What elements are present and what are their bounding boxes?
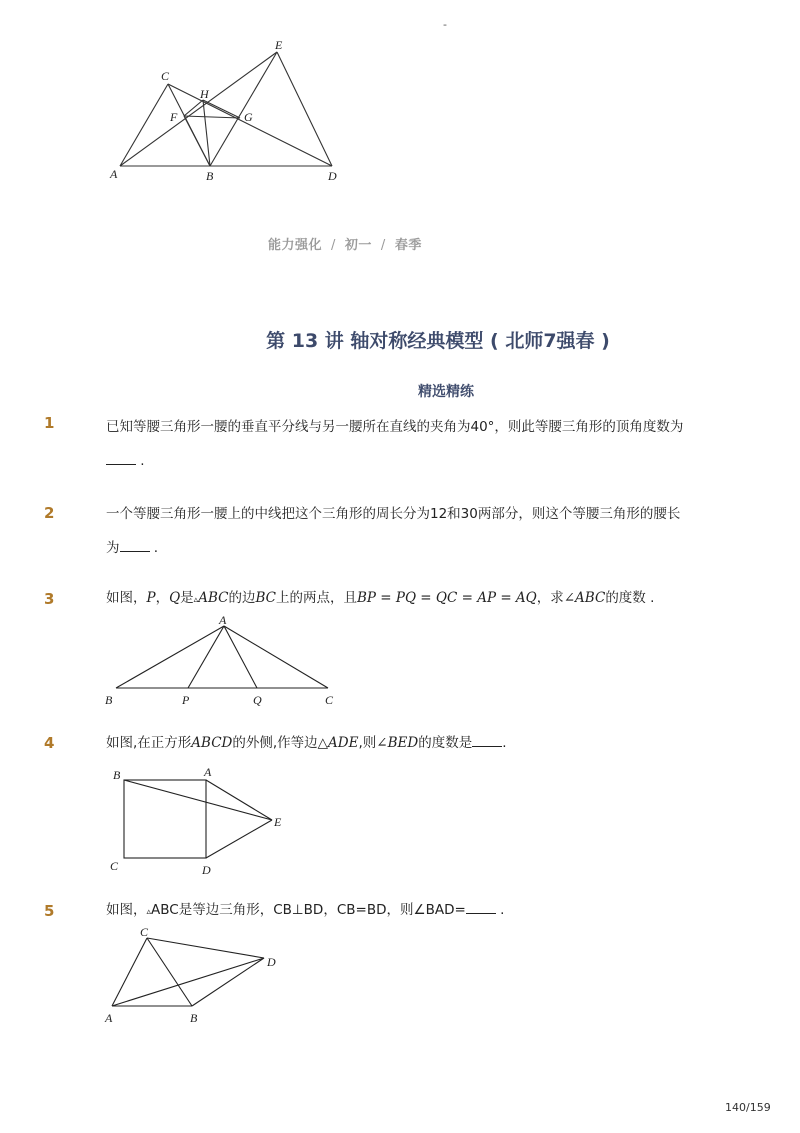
fig4-label-b: B: [113, 768, 121, 782]
section-title: 精选精练: [418, 384, 474, 400]
fig4-label-d: D: [202, 863, 211, 877]
question-2-text: [106, 497, 746, 565]
question-1-text: [106, 410, 746, 478]
fig4-label-a: A: [204, 765, 212, 779]
question-3-text: 如图，P，Q是▵ABC的边BC上的两点，且BP = PQ = QC = AP = AQ，求∠ABC的度数 .: [106, 590, 655, 606]
breadcrumb-separator: /: [331, 238, 336, 253]
breadcrumb: [268, 234, 422, 253]
breadcrumb-item: 春季: [394, 238, 422, 253]
fig4-label-c: C: [110, 859, 119, 873]
lesson-title: 第 13 讲 轴对称经典模型 ( 北师7强春 ): [266, 330, 610, 352]
fig3-label-b: B: [105, 693, 113, 707]
question-2-line2: 为 .: [106, 531, 746, 565]
fig-top-label-c: C: [161, 69, 170, 83]
fig5-label-c: C: [140, 925, 149, 939]
fig5-label-b: B: [190, 1011, 198, 1025]
question-number: 3: [44, 590, 55, 608]
figure-q4: [100, 760, 300, 880]
question-number: 5: [44, 902, 55, 920]
answer-blank: [472, 732, 502, 747]
fig3-label-q: Q: [253, 693, 262, 707]
fig-top-label-a: A: [110, 167, 118, 181]
breadcrumb-item: 初一: [344, 238, 372, 253]
fig5-label-a: A: [105, 1011, 113, 1025]
question-number: 4: [44, 734, 55, 752]
question-4-text: 如图,在正方形ABCD的外侧,作等边△ADE,则∠BED的度数是 .: [106, 726, 746, 760]
fig-top-label-g: G: [244, 110, 253, 124]
fig3-label-a: A: [219, 613, 227, 627]
figure-top: [100, 32, 360, 192]
fig-top-label-d: D: [328, 169, 337, 183]
question-number: 1: [44, 414, 55, 432]
fig3-label-p: P: [182, 693, 190, 707]
answer-blank: [106, 450, 136, 465]
header-dash: -: [443, 18, 447, 31]
question-1-line2: .: [106, 444, 746, 478]
question-number: 2: [44, 504, 55, 522]
question-5-text: 如图，▵ABC是等边三角形，CB⊥BD，CB=BD，则∠BAD= .: [106, 893, 746, 929]
fig-top-label-h: H: [200, 87, 209, 101]
fig-top-label-f: F: [170, 110, 178, 124]
figure-q3: [100, 612, 350, 712]
fig-top-label-e: E: [275, 38, 283, 52]
breadcrumb-separator: /: [380, 238, 386, 253]
breadcrumb-item: 能力强化: [268, 238, 323, 253]
question-1-line1: 已知等腰三角形一腰的垂直平分线与另一腰所在直线的夹角为40°，则此等腰三角形的顶角度数为: [106, 419, 684, 435]
fig-top-label-b: B: [206, 169, 214, 183]
fig3-label-c: C: [325, 693, 334, 707]
answer-blank: [120, 537, 150, 552]
page-number: 140/159: [725, 1101, 771, 1114]
fig4-label-e: E: [274, 815, 282, 829]
question-2-line1: 一个等腰三角形一腰上的中线把这个三角形的周长分为12和30两部分，则这个等腰三角形的腰长: [106, 506, 681, 522]
figure-q5: [100, 920, 300, 1030]
answer-blank: [466, 899, 496, 914]
fig5-label-d: D: [267, 955, 276, 969]
